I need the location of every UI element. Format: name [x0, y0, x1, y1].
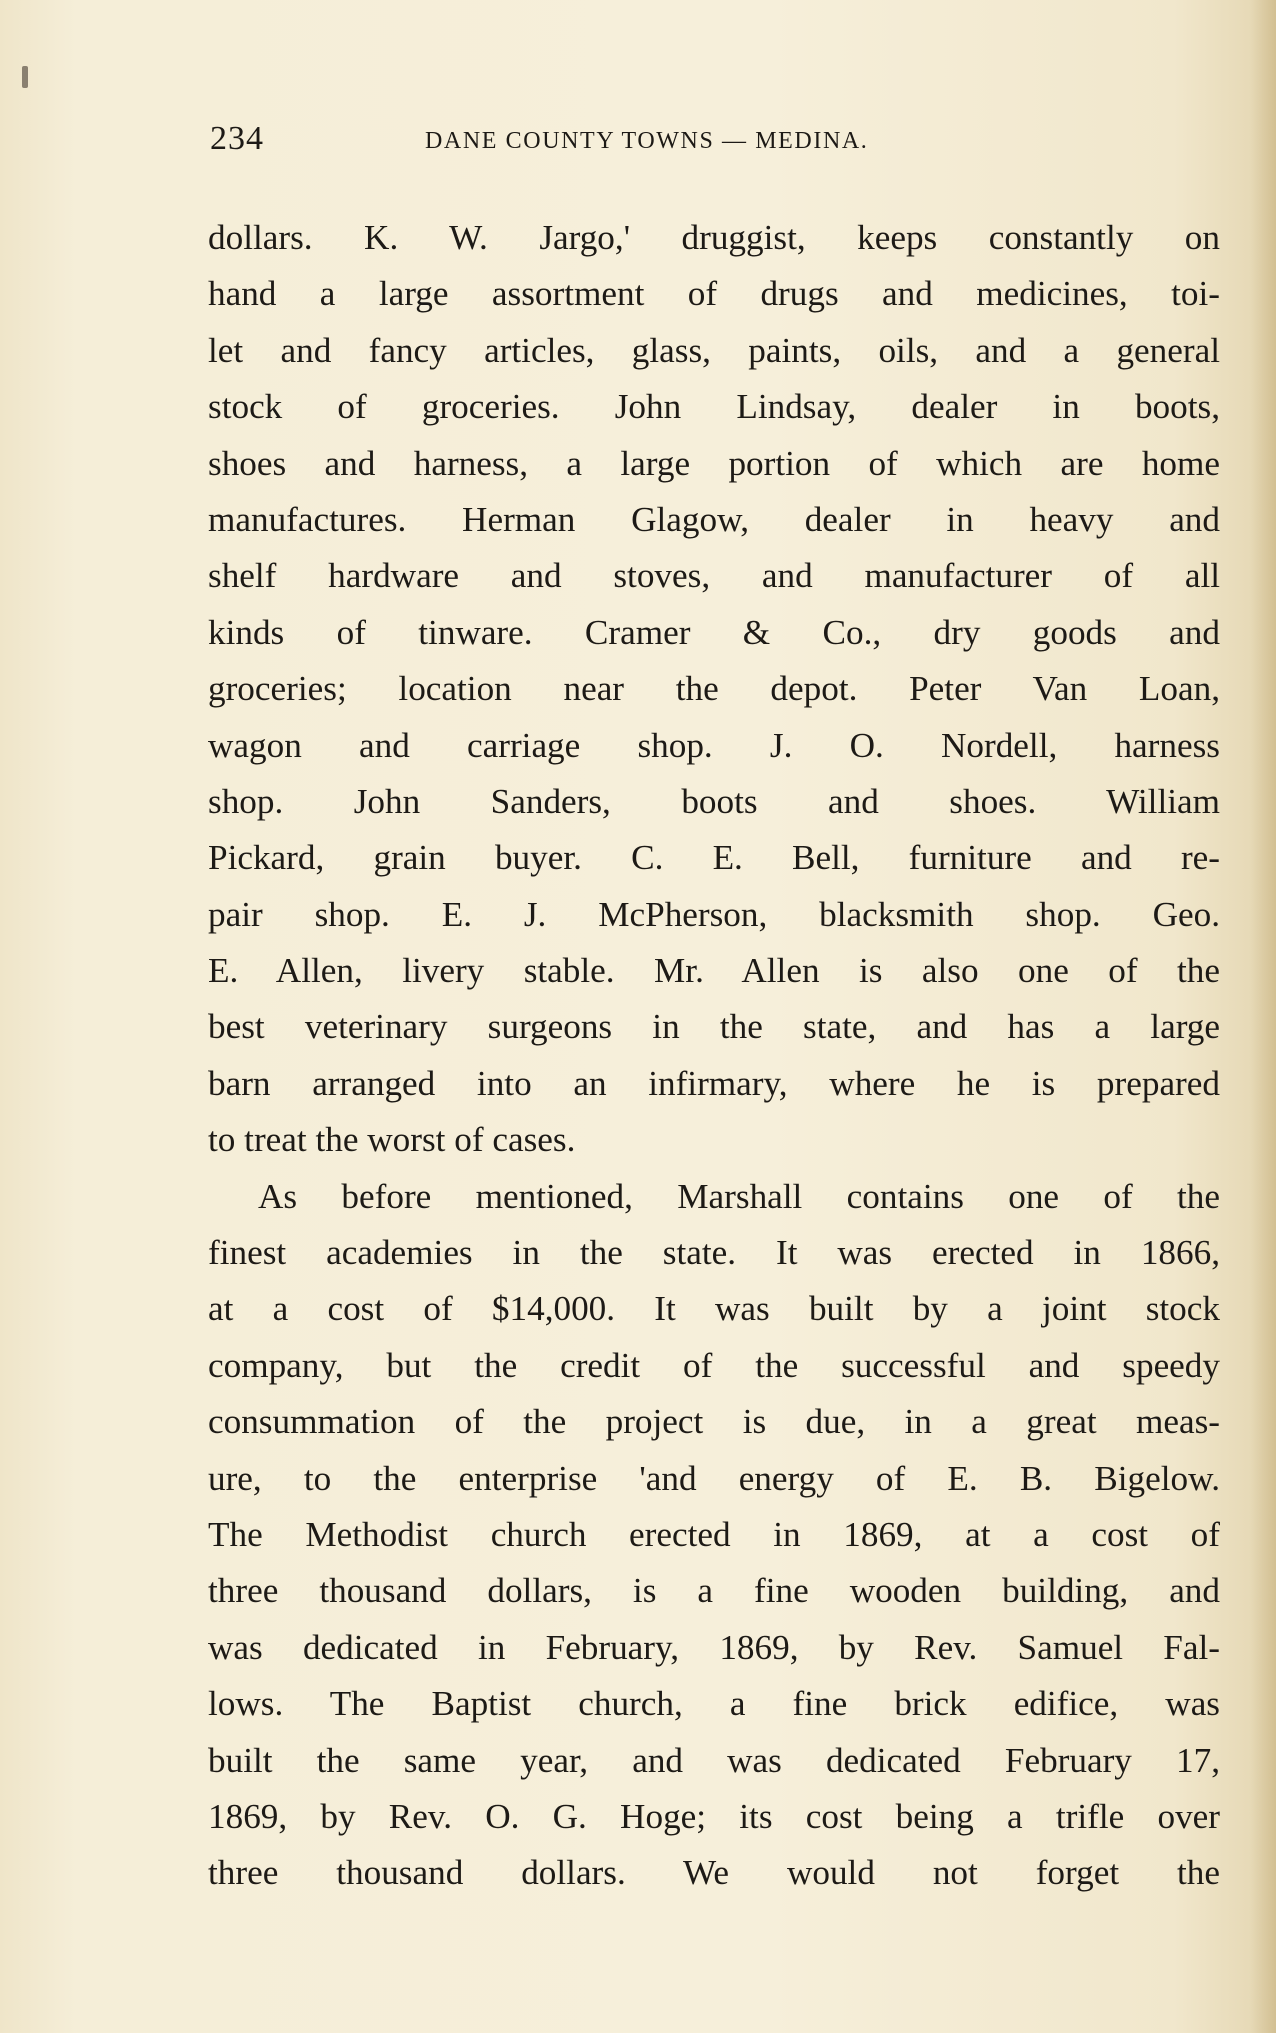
- text-line: built the same year, and was dedicated February 17,: [208, 1740, 1220, 1780]
- text-line: hand a large assortment of drugs and medicines, toi-: [208, 274, 1220, 314]
- text-line: E. Allen, livery stable. Mr. Allen is also one of the: [208, 951, 1220, 991]
- text-line: three thousand dollars, is a fine wooden building, and: [208, 1571, 1220, 1611]
- text-line: The Methodist church erected in 1869, at a cost of: [208, 1514, 1220, 1554]
- text-line: barn arranged into an infirmary, where he is prepared: [208, 1063, 1220, 1103]
- text-line: shoes and harness, a large portion of which are home: [208, 443, 1220, 483]
- text-line: lows. The Baptist church, a fine brick edifice, was: [208, 1684, 1220, 1724]
- text-line: 1869, by Rev. O. G. Hoge; its cost being a trifle over: [208, 1796, 1220, 1836]
- text-line: wagon and carriage shop. J. O. Nordell, harness: [208, 725, 1220, 765]
- text-line: pair shop. E. J. McPherson, blacksmith shop. Geo.: [208, 894, 1220, 934]
- text-line: kinds of tinware. Cramer & Co., dry goods and: [208, 612, 1220, 652]
- text-line: Pickard, grain buyer. C. E. Bell, furniture and re-: [208, 838, 1220, 878]
- text-line: shop. John Sanders, boots and shoes. William: [208, 781, 1220, 821]
- text-line: finest academies in the state. It was erected in 1866,: [208, 1233, 1220, 1273]
- page-edge-mark: [22, 66, 28, 88]
- text-line: dollars. K. W. Jargo,' druggist, keeps constantly on: [208, 218, 1220, 257]
- text-line: at a cost of $14,000. It was built by a joint stock: [208, 1289, 1220, 1329]
- paragraph-end-line: to treat the worst of cases.: [208, 1120, 576, 1160]
- text-line: ure, to the enterprise 'and energy of E. B. Bigelow.: [208, 1458, 1220, 1498]
- spine-shadow: [1250, 0, 1276, 2033]
- paragraph-start-line: As before mentioned, Marshall contains one of the: [258, 1176, 1220, 1216]
- page-number: 234: [210, 120, 264, 157]
- page-header: [210, 120, 1220, 170]
- text-line: shelf hardware and stoves, and manufacturer of all: [208, 556, 1220, 596]
- text-line: groceries; location near the depot. Peter Van Loan,: [208, 669, 1220, 709]
- running-head: DANE COUNTY TOWNS — MEDINA.: [425, 128, 869, 154]
- text-line: manufactures. Herman Glagow, dealer in heavy and: [208, 499, 1220, 539]
- text-line: consummation of the project is due, in a great meas-: [208, 1402, 1220, 1442]
- text-line: three thousand dollars. We would not forget the: [208, 1853, 1220, 1893]
- text-line: was dedicated in February, 1869, by Rev. Samuel Fal-: [208, 1627, 1220, 1667]
- text-line: let and fancy articles, glass, paints, oils, and a general: [208, 330, 1220, 370]
- text-line: stock of groceries. John Lindsay, dealer in boots,: [208, 387, 1220, 427]
- text-line: company, but the credit of the successful and speedy: [208, 1345, 1220, 1385]
- text-line: best veterinary surgeons in the state, and has a large: [208, 1007, 1220, 1047]
- body-text: [208, 210, 1220, 1902]
